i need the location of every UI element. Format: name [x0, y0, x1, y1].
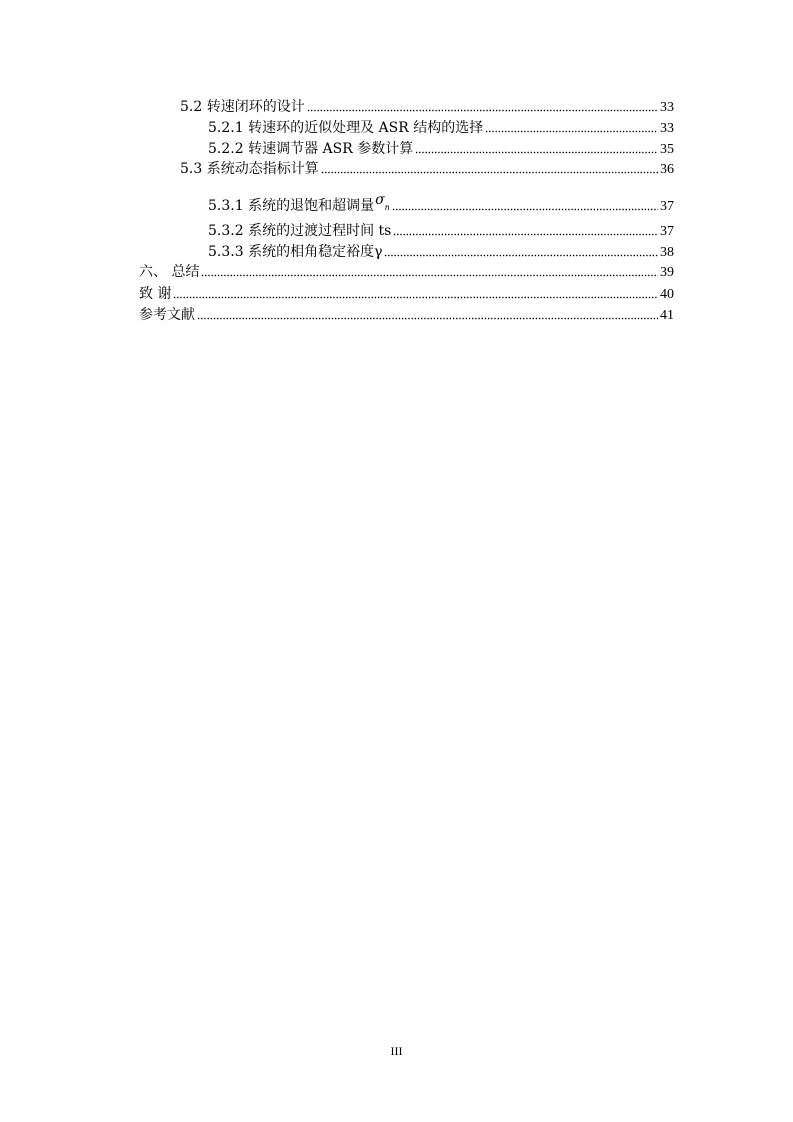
toc-entry-label: 参考文献 — [139, 307, 195, 323]
toc-entry-label: 5.3.3 系统的相角稳定裕度γ — [208, 244, 383, 260]
sigma-subscript: n — [384, 202, 390, 212]
toc-entry-page: 41 — [660, 308, 674, 323]
sigma-symbol: σ — [375, 192, 385, 208]
toc-entry-5-3-2[interactable] — [208, 221, 674, 241]
sigma-n-symbol — [375, 190, 390, 216]
toc-entry-references[interactable] — [139, 305, 674, 325]
toc-entry-page: 33 — [660, 100, 674, 115]
toc-entry-acknowledgements[interactable] — [139, 284, 674, 304]
toc-entry-label: 5.3.1 系统的退饱和超调量 — [208, 198, 375, 214]
toc-entry-page: 40 — [660, 287, 674, 302]
toc-entry-label: 致 谢 — [139, 286, 172, 302]
toc-entry-5-2-1[interactable] — [208, 118, 674, 138]
toc-leader-dots — [201, 264, 658, 278]
toc-entry-label: 六、 总结 — [139, 264, 200, 280]
toc-leader-dots — [197, 307, 658, 321]
toc-leader-dots — [392, 198, 658, 212]
toc-entry-page: 37 — [660, 224, 674, 239]
toc-entry-page: 35 — [660, 142, 674, 157]
toc-entry-page: 36 — [660, 162, 674, 177]
toc-leader-dots — [393, 223, 658, 237]
toc-entry-5-2-2[interactable] — [208, 139, 674, 159]
toc-leader-dots — [485, 120, 658, 134]
toc-leader-dots — [384, 244, 658, 258]
toc-leader-dots — [173, 286, 658, 300]
toc-entry-label: 5.2 转速闭环的设计 — [180, 99, 305, 115]
toc-entry-page: 38 — [660, 245, 674, 260]
toc-entry-page: 39 — [660, 265, 674, 280]
toc-entry-page: 37 — [660, 199, 674, 214]
toc-entry-5-2[interactable] — [180, 97, 674, 117]
toc-entry-summary[interactable] — [139, 262, 674, 282]
toc-leader-dots — [321, 161, 658, 175]
toc-entry-5-3-3[interactable] — [208, 242, 674, 262]
toc-leader-dots — [307, 99, 658, 113]
toc-entry-5-3[interactable] — [180, 159, 674, 179]
toc-entry-label: 5.2.1 转速环的近似处理及 ASR 结构的选择 — [208, 120, 484, 136]
page-number-footer: III — [390, 1044, 403, 1058]
toc-entry-label: 5.3 系统动态指标计算 — [180, 161, 319, 177]
toc-entry-label: 5.3.2 系统的过渡过程时间 ts — [208, 223, 392, 239]
toc-leader-dots — [415, 141, 658, 155]
toc-entry-page: 33 — [660, 121, 674, 136]
toc-entry-5-3-1[interactable] — [208, 192, 674, 218]
toc-entry-label: 5.2.2 转速调节器 ASR 参数计算 — [208, 141, 414, 157]
